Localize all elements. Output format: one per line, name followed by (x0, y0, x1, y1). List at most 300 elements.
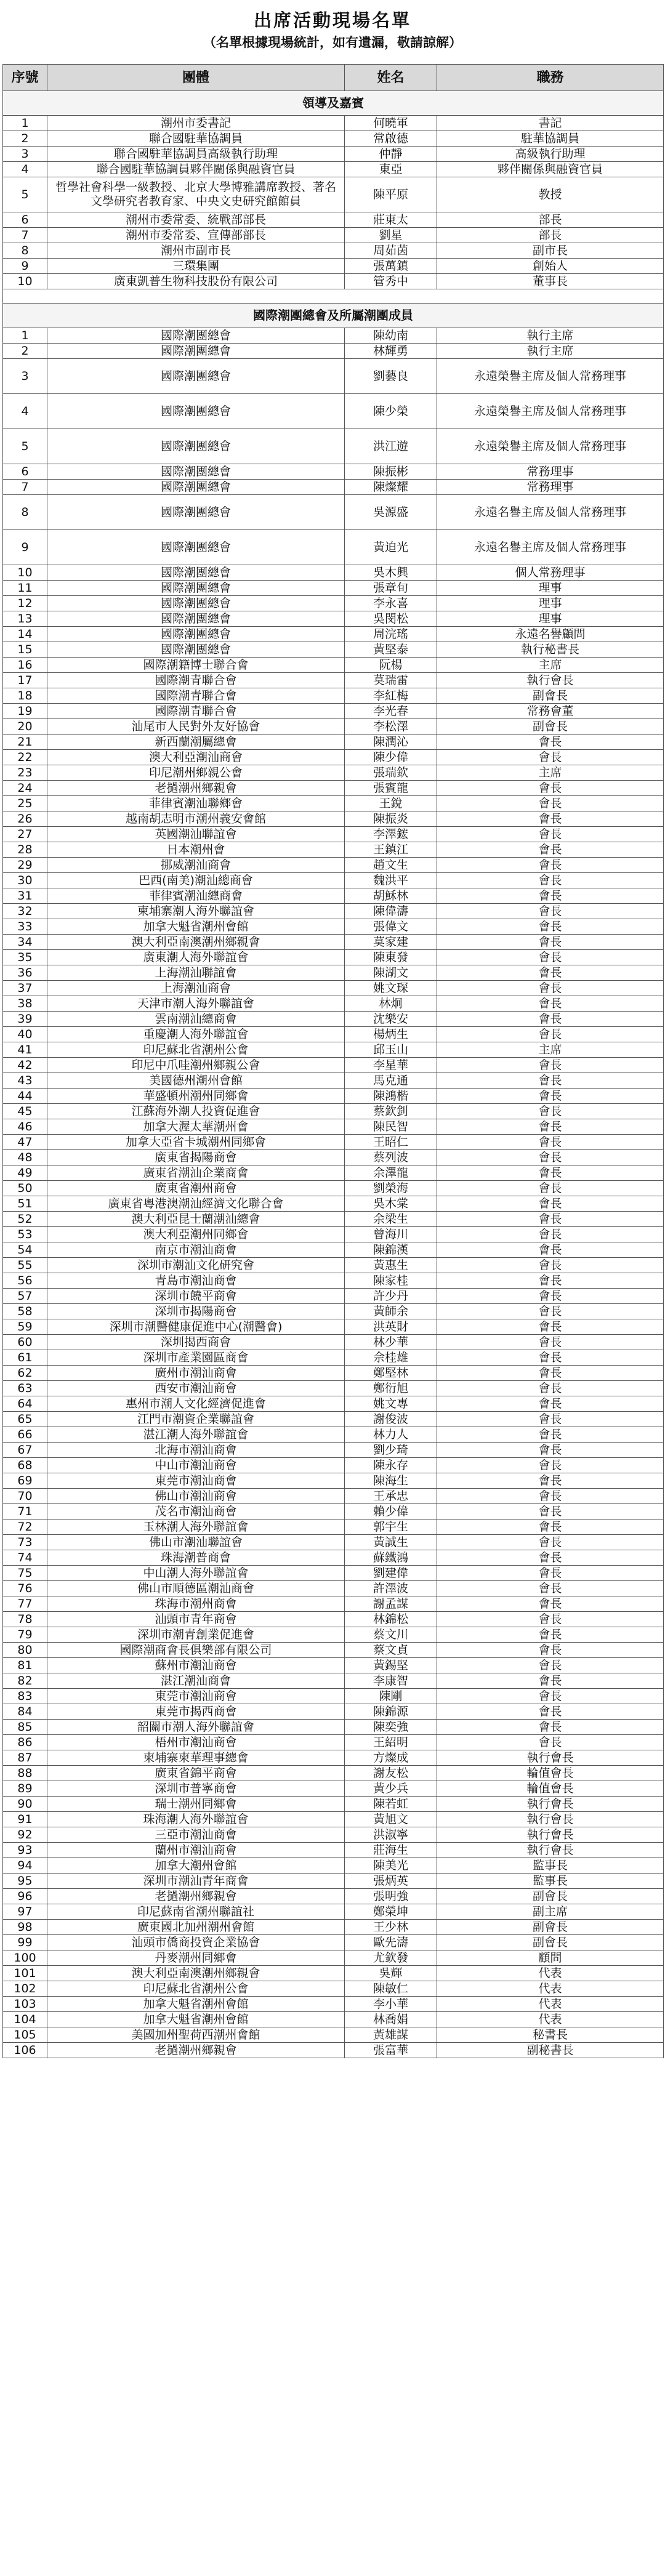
row-organization: 深圳市普寧商會 (47, 1781, 345, 1797)
row-index: 10 (3, 565, 47, 581)
row-position: 夥伴關係與融資官員 (437, 162, 664, 177)
table-row (3, 1489, 664, 1504)
row-organization: 廣東省粵港澳潮汕經濟文化聯合會 (47, 1196, 345, 1212)
row-name: 吳木興 (345, 565, 437, 581)
table-row (3, 1535, 664, 1550)
row-name: 莫家建 (345, 935, 437, 950)
table-row (3, 1581, 664, 1596)
row-position: 執行主席 (437, 344, 664, 359)
row-organization: 國際潮團總會 (47, 596, 345, 611)
row-organization: 珠海潮人海外聯誼會 (47, 1812, 345, 1827)
row-position: 會長 (437, 1242, 664, 1258)
row-name: 莊東太 (345, 212, 437, 228)
row-position: 會長 (437, 1519, 664, 1535)
table-row (3, 888, 664, 904)
row-organization: 佛山市潮汕聯誼會 (47, 1535, 345, 1550)
row-name: 陳幼南 (345, 328, 437, 344)
row-position: 會長 (437, 1381, 664, 1396)
row-organization: 韶關市潮人海外聯誼會 (47, 1720, 345, 1735)
row-index: 84 (3, 1704, 47, 1720)
table-row (3, 581, 664, 596)
row-name: 郭宇生 (345, 1519, 437, 1535)
row-organization: 巴西(南美)潮汕總商會 (47, 873, 345, 888)
table-row (3, 243, 664, 259)
table-row (3, 1165, 664, 1181)
table-row (3, 919, 664, 935)
row-name: 劉建偉 (345, 1566, 437, 1581)
row-organization: 廣州市潮汕商會 (47, 1366, 345, 1381)
row-index: 32 (3, 904, 47, 919)
table-row (3, 259, 664, 274)
row-position: 會長 (437, 965, 664, 981)
row-index: 1 (3, 116, 47, 131)
row-name: 謝俊波 (345, 1412, 437, 1427)
table-row (3, 627, 664, 642)
row-index: 8 (3, 495, 47, 530)
row-name: 吳輝 (345, 1966, 437, 1981)
row-name: 李小華 (345, 1997, 437, 2012)
row-name: 鄭榮坤 (345, 1904, 437, 1920)
table-row (3, 1735, 664, 1750)
row-index: 8 (3, 243, 47, 259)
row-index: 13 (3, 611, 47, 627)
row-index: 41 (3, 1042, 47, 1058)
row-organization: 茂名市潮汕商會 (47, 1504, 345, 1519)
row-position: 代表 (437, 1997, 664, 2012)
row-name: 陳永存 (345, 1458, 437, 1473)
row-name: 王鎮江 (345, 842, 437, 858)
row-name: 陳平原 (345, 177, 437, 212)
row-organization: 汕頭市青年商會 (47, 1612, 345, 1627)
row-position: 副市長 (437, 243, 664, 259)
row-name: 黃錫堅 (345, 1658, 437, 1673)
row-name: 王紹明 (345, 1735, 437, 1750)
table-row (3, 1550, 664, 1566)
row-index: 67 (3, 1443, 47, 1458)
row-name: 謝友松 (345, 1766, 437, 1781)
row-index: 15 (3, 642, 47, 658)
table-row (3, 1704, 664, 1720)
row-index: 103 (3, 1997, 47, 2012)
table-row (3, 394, 664, 429)
row-position: 會長 (437, 996, 664, 1012)
table-row (3, 328, 664, 344)
row-organization: 新西蘭潮屬總會 (47, 735, 345, 750)
table-row (3, 873, 664, 888)
row-name: 林錦松 (345, 1612, 437, 1627)
row-organization: 潮州市委常委、宣傳部部長 (47, 228, 345, 243)
row-organization: 國際潮青聯合會 (47, 673, 345, 688)
row-position: 代表 (437, 1966, 664, 1981)
row-name: 蔡欽釗 (345, 1104, 437, 1119)
row-name: 楊炳生 (345, 1027, 437, 1042)
row-name: 陳剛 (345, 1689, 437, 1704)
row-organization: 印尼蘇北省潮州公會 (47, 1981, 345, 1997)
row-name: 陳敏仁 (345, 1981, 437, 1997)
row-position: 執行會長 (437, 1827, 664, 1843)
table-row (3, 1119, 664, 1135)
table-row (3, 1150, 664, 1165)
row-position: 高級執行助理 (437, 147, 664, 162)
row-name: 黃惠生 (345, 1258, 437, 1273)
table-row (3, 1242, 664, 1258)
row-position: 會長 (437, 1643, 664, 1658)
table-row (3, 228, 664, 243)
table-row (3, 2027, 664, 2043)
row-position: 執行會長 (437, 1812, 664, 1827)
header-position: 職務 (437, 65, 664, 91)
section-title: 領導及嘉賓 (3, 91, 664, 116)
row-name: 王少林 (345, 1920, 437, 1935)
row-position: 常務理事 (437, 464, 664, 480)
row-position: 副會長 (437, 1920, 664, 1935)
table-row (3, 935, 664, 950)
row-index: 17 (3, 673, 47, 688)
row-organization: 潮州市副市長 (47, 243, 345, 259)
row-index: 57 (3, 1289, 47, 1304)
row-index: 23 (3, 765, 47, 781)
row-organization: 日本潮州會 (47, 842, 345, 858)
row-organization: 印尼蘇南省潮州聯誼社 (47, 1904, 345, 1920)
row-organization: 玉林潮人海外聯誼會 (47, 1519, 345, 1535)
row-position: 會長 (437, 888, 664, 904)
row-name: 張萬鎮 (345, 259, 437, 274)
row-position: 會長 (437, 1596, 664, 1612)
row-name: 蘇鐵鴻 (345, 1550, 437, 1566)
row-organization: 哲學社會科學一級教授、北京大學博雅講席教授、著名文學研究者教育家、中央文史研究館館員 (47, 177, 345, 212)
table-row (3, 1412, 664, 1427)
table-row (3, 827, 664, 842)
table-row (3, 1566, 664, 1581)
row-index: 40 (3, 1027, 47, 1042)
row-name: 陳東發 (345, 950, 437, 965)
row-name: 蔡列波 (345, 1150, 437, 1165)
row-index: 81 (3, 1658, 47, 1673)
row-position: 副會長 (437, 1935, 664, 1950)
row-name: 張富華 (345, 2043, 437, 2058)
row-index: 82 (3, 1673, 47, 1689)
row-index: 75 (3, 1566, 47, 1581)
table-row (3, 1212, 664, 1227)
row-name: 黃旭文 (345, 1812, 437, 1827)
table-row (3, 1319, 664, 1335)
row-index: 86 (3, 1735, 47, 1750)
row-position: 會長 (437, 1366, 664, 1381)
row-index: 33 (3, 919, 47, 935)
row-organization: 中山潮人海外聯誼會 (47, 1566, 345, 1581)
table-row (3, 842, 664, 858)
row-organization: 天津市潮人海外聯誼會 (47, 996, 345, 1012)
row-index: 4 (3, 162, 47, 177)
row-position: 會長 (437, 1196, 664, 1212)
row-organization: 菲律賓潮汕聯鄉會 (47, 796, 345, 811)
row-name: 陳振炎 (345, 811, 437, 827)
row-index: 39 (3, 1012, 47, 1027)
row-index: 78 (3, 1612, 47, 1627)
row-position: 執行主席 (437, 328, 664, 344)
row-position: 副秘書長 (437, 2043, 664, 2058)
row-position: 秘書長 (437, 2027, 664, 2043)
row-organization: 加拿大潮州會館 (47, 1858, 345, 1874)
row-organization: 東莞市揭西商會 (47, 1704, 345, 1720)
row-name: 許澤波 (345, 1581, 437, 1596)
row-organization: 雲南潮汕總商會 (47, 1012, 345, 1027)
table-row (3, 1997, 664, 2012)
row-index: 50 (3, 1181, 47, 1196)
row-organization: 印尼潮州鄉親公會 (47, 765, 345, 781)
row-index: 74 (3, 1550, 47, 1566)
row-position: 會長 (437, 750, 664, 765)
row-position: 創始人 (437, 259, 664, 274)
table-row (3, 965, 664, 981)
table-row (3, 1504, 664, 1519)
table-row (3, 2043, 664, 2058)
row-organization: 廣東國北加州潮州會館 (47, 1920, 345, 1935)
table-row (3, 116, 664, 131)
row-position: 永遠榮譽主席及個人常務理事 (437, 394, 664, 429)
table-row (3, 1950, 664, 1966)
row-name: 黃堅泰 (345, 642, 437, 658)
row-position: 會長 (437, 1473, 664, 1489)
table-row (3, 162, 664, 177)
row-position: 會長 (437, 1012, 664, 1027)
row-name: 林力人 (345, 1427, 437, 1443)
row-name: 陳錦源 (345, 1704, 437, 1720)
row-name: 佘桂雄 (345, 1350, 437, 1366)
row-name: 陳少偉 (345, 750, 437, 765)
row-organization: 澳大利亞潮汕商會 (47, 750, 345, 765)
row-position: 會長 (437, 1504, 664, 1519)
row-index: 87 (3, 1750, 47, 1766)
table-row (3, 596, 664, 611)
table-row (3, 781, 664, 796)
row-position: 會長 (437, 1658, 664, 1673)
table-row (3, 858, 664, 873)
row-organization: 國際潮青聯合會 (47, 704, 345, 719)
row-position: 會長 (437, 858, 664, 873)
row-position: 顧問 (437, 1950, 664, 1966)
table-row (3, 1874, 664, 1889)
row-organization: 深圳市產業園區商會 (47, 1350, 345, 1366)
row-position: 會長 (437, 1258, 664, 1273)
table-row (3, 658, 664, 673)
row-index: 46 (3, 1119, 47, 1135)
row-position: 會長 (437, 1427, 664, 1443)
row-name: 王銳 (345, 796, 437, 811)
row-name: 賴少偉 (345, 1504, 437, 1519)
row-position: 會長 (437, 735, 664, 750)
row-index: 28 (3, 842, 47, 858)
table-row (3, 1658, 664, 1673)
row-position: 會長 (437, 1227, 664, 1242)
row-organization: 汕頭市僑商投資企業協會 (47, 1935, 345, 1950)
row-index: 68 (3, 1458, 47, 1473)
row-name: 阮楊 (345, 658, 437, 673)
row-organization: 瑞士潮州同鄉會 (47, 1797, 345, 1812)
row-index: 100 (3, 1950, 47, 1966)
row-index: 93 (3, 1843, 47, 1858)
table-row (3, 704, 664, 719)
row-position: 會長 (437, 904, 664, 919)
document-header (0, 0, 665, 64)
table-row (3, 1458, 664, 1473)
row-position: 會長 (437, 1165, 664, 1181)
table-row (3, 495, 664, 530)
row-name: 黃師余 (345, 1304, 437, 1319)
table-row (3, 1304, 664, 1319)
row-name: 張明強 (345, 1889, 437, 1904)
table-row (3, 274, 664, 289)
table-row (3, 1843, 664, 1858)
row-index: 104 (3, 2012, 47, 2027)
row-position: 常務會董 (437, 704, 664, 719)
row-index: 16 (3, 658, 47, 673)
row-index: 106 (3, 2043, 47, 2058)
table-row (3, 765, 664, 781)
row-index: 22 (3, 750, 47, 765)
table-row (3, 359, 664, 394)
row-index: 88 (3, 1766, 47, 1781)
row-position: 會長 (437, 1273, 664, 1289)
row-organization: 深圳市潮青創業促進會 (47, 1627, 345, 1643)
row-index: 43 (3, 1073, 47, 1089)
table-row (3, 480, 664, 495)
table-row (3, 1058, 664, 1073)
row-organization: 湛江潮汕商會 (47, 1673, 345, 1689)
row-position: 會長 (437, 842, 664, 858)
row-organization: 潮州市委書記 (47, 116, 345, 131)
row-name: 劉星 (345, 228, 437, 243)
row-position: 主席 (437, 765, 664, 781)
table-row (3, 796, 664, 811)
row-organization: 國際潮青聯合會 (47, 688, 345, 704)
row-organization: 國際潮團總會 (47, 429, 345, 464)
row-position: 執行會長 (437, 673, 664, 688)
table-row (3, 212, 664, 228)
row-position: 會長 (437, 1550, 664, 1566)
row-position: 常務理事 (437, 480, 664, 495)
row-name: 莫瑞雷 (345, 673, 437, 688)
row-organization: 老撾潮州鄉親會 (47, 1889, 345, 1904)
row-organization: 廣東省錦平商會 (47, 1766, 345, 1781)
row-name: 吳源盛 (345, 495, 437, 530)
row-index: 102 (3, 1981, 47, 1997)
row-index: 66 (3, 1427, 47, 1443)
row-position: 會長 (437, 796, 664, 811)
row-name: 陳鴻楷 (345, 1089, 437, 1104)
row-position: 會長 (437, 1073, 664, 1089)
table-row (3, 611, 664, 627)
row-organization: 東莞市潮汕商會 (47, 1689, 345, 1704)
row-organization: 柬埔寨柬華理事總會 (47, 1750, 345, 1766)
row-index: 35 (3, 950, 47, 965)
row-index: 26 (3, 811, 47, 827)
row-index: 70 (3, 1489, 47, 1504)
table-row (3, 429, 664, 464)
table-row (3, 1643, 664, 1658)
row-organization: 深圳市潮汕青年商會 (47, 1874, 345, 1889)
row-index: 27 (3, 827, 47, 842)
row-index: 24 (3, 781, 47, 796)
row-name: 馬克通 (345, 1073, 437, 1089)
row-name: 姚文專 (345, 1396, 437, 1412)
row-position: 會長 (437, 1181, 664, 1196)
table-row (3, 1027, 664, 1042)
row-position: 永遠名譽主席及個人常務理事 (437, 495, 664, 530)
row-position: 永遠榮譽主席及個人常務理事 (437, 429, 664, 464)
document-title: 出席活動現場名單 (253, 10, 411, 31)
row-position: 教授 (437, 177, 664, 212)
row-name: 劉藝良 (345, 359, 437, 394)
row-index: 45 (3, 1104, 47, 1119)
row-index: 76 (3, 1581, 47, 1596)
row-position: 永遠榮譽主席及個人常務理事 (437, 359, 664, 394)
row-name: 張章旬 (345, 581, 437, 596)
table-body (3, 91, 664, 2058)
row-name: 陳若虹 (345, 1797, 437, 1812)
row-organization: 南京市潮汕商會 (47, 1242, 345, 1258)
row-index: 31 (3, 888, 47, 904)
table-row (3, 2012, 664, 2027)
row-organization: 汕尾市人民對外友好協會 (47, 719, 345, 735)
row-organization: 聯合國駐華協調員 (47, 131, 345, 147)
table-row (3, 1335, 664, 1350)
row-organization: 廣東潮人海外聯誼會 (47, 950, 345, 965)
row-index: 49 (3, 1165, 47, 1181)
row-organization: 加拿大魁省潮州會館 (47, 919, 345, 935)
row-index: 58 (3, 1304, 47, 1319)
header-organization: 團體 (47, 65, 345, 91)
row-index: 36 (3, 965, 47, 981)
row-organization: 美國德州潮州會館 (47, 1073, 345, 1089)
table-row (3, 1396, 664, 1412)
row-position: 會長 (437, 1566, 664, 1581)
row-position: 會長 (437, 1212, 664, 1227)
row-index: 53 (3, 1227, 47, 1242)
row-organization: 潮州市委常委、統戰部部長 (47, 212, 345, 228)
row-name: 沈樂安 (345, 1012, 437, 1027)
table-row (3, 1920, 664, 1935)
row-name: 黃誠生 (345, 1535, 437, 1550)
row-name: 魏洪平 (345, 873, 437, 888)
table-row (3, 1519, 664, 1535)
row-position: 會長 (437, 1104, 664, 1119)
row-organization: 國際潮團總會 (47, 627, 345, 642)
row-index: 65 (3, 1412, 47, 1427)
row-index: 29 (3, 858, 47, 873)
row-index: 64 (3, 1396, 47, 1412)
row-position: 執行會長 (437, 1797, 664, 1812)
row-index: 9 (3, 259, 47, 274)
row-index: 56 (3, 1273, 47, 1289)
table-row (3, 1443, 664, 1458)
header-row (3, 65, 664, 91)
row-organization: 澳大利亞南澳潮州鄉親會 (47, 935, 345, 950)
row-organization: 三亞市潮汕商會 (47, 1827, 345, 1843)
row-name: 周浣瑤 (345, 627, 437, 642)
table-header (3, 65, 664, 91)
table-row (3, 1981, 664, 1997)
row-position: 主席 (437, 658, 664, 673)
row-organization: 青島市潮汕商會 (47, 1273, 345, 1289)
table-row (3, 1627, 664, 1643)
table-row (3, 950, 664, 965)
row-organization: 梧州市潮汕商會 (47, 1735, 345, 1750)
row-organization: 加拿大渥太華潮州會 (47, 1119, 345, 1135)
table-row (3, 1673, 664, 1689)
table-row (3, 642, 664, 658)
table-row (3, 1797, 664, 1812)
